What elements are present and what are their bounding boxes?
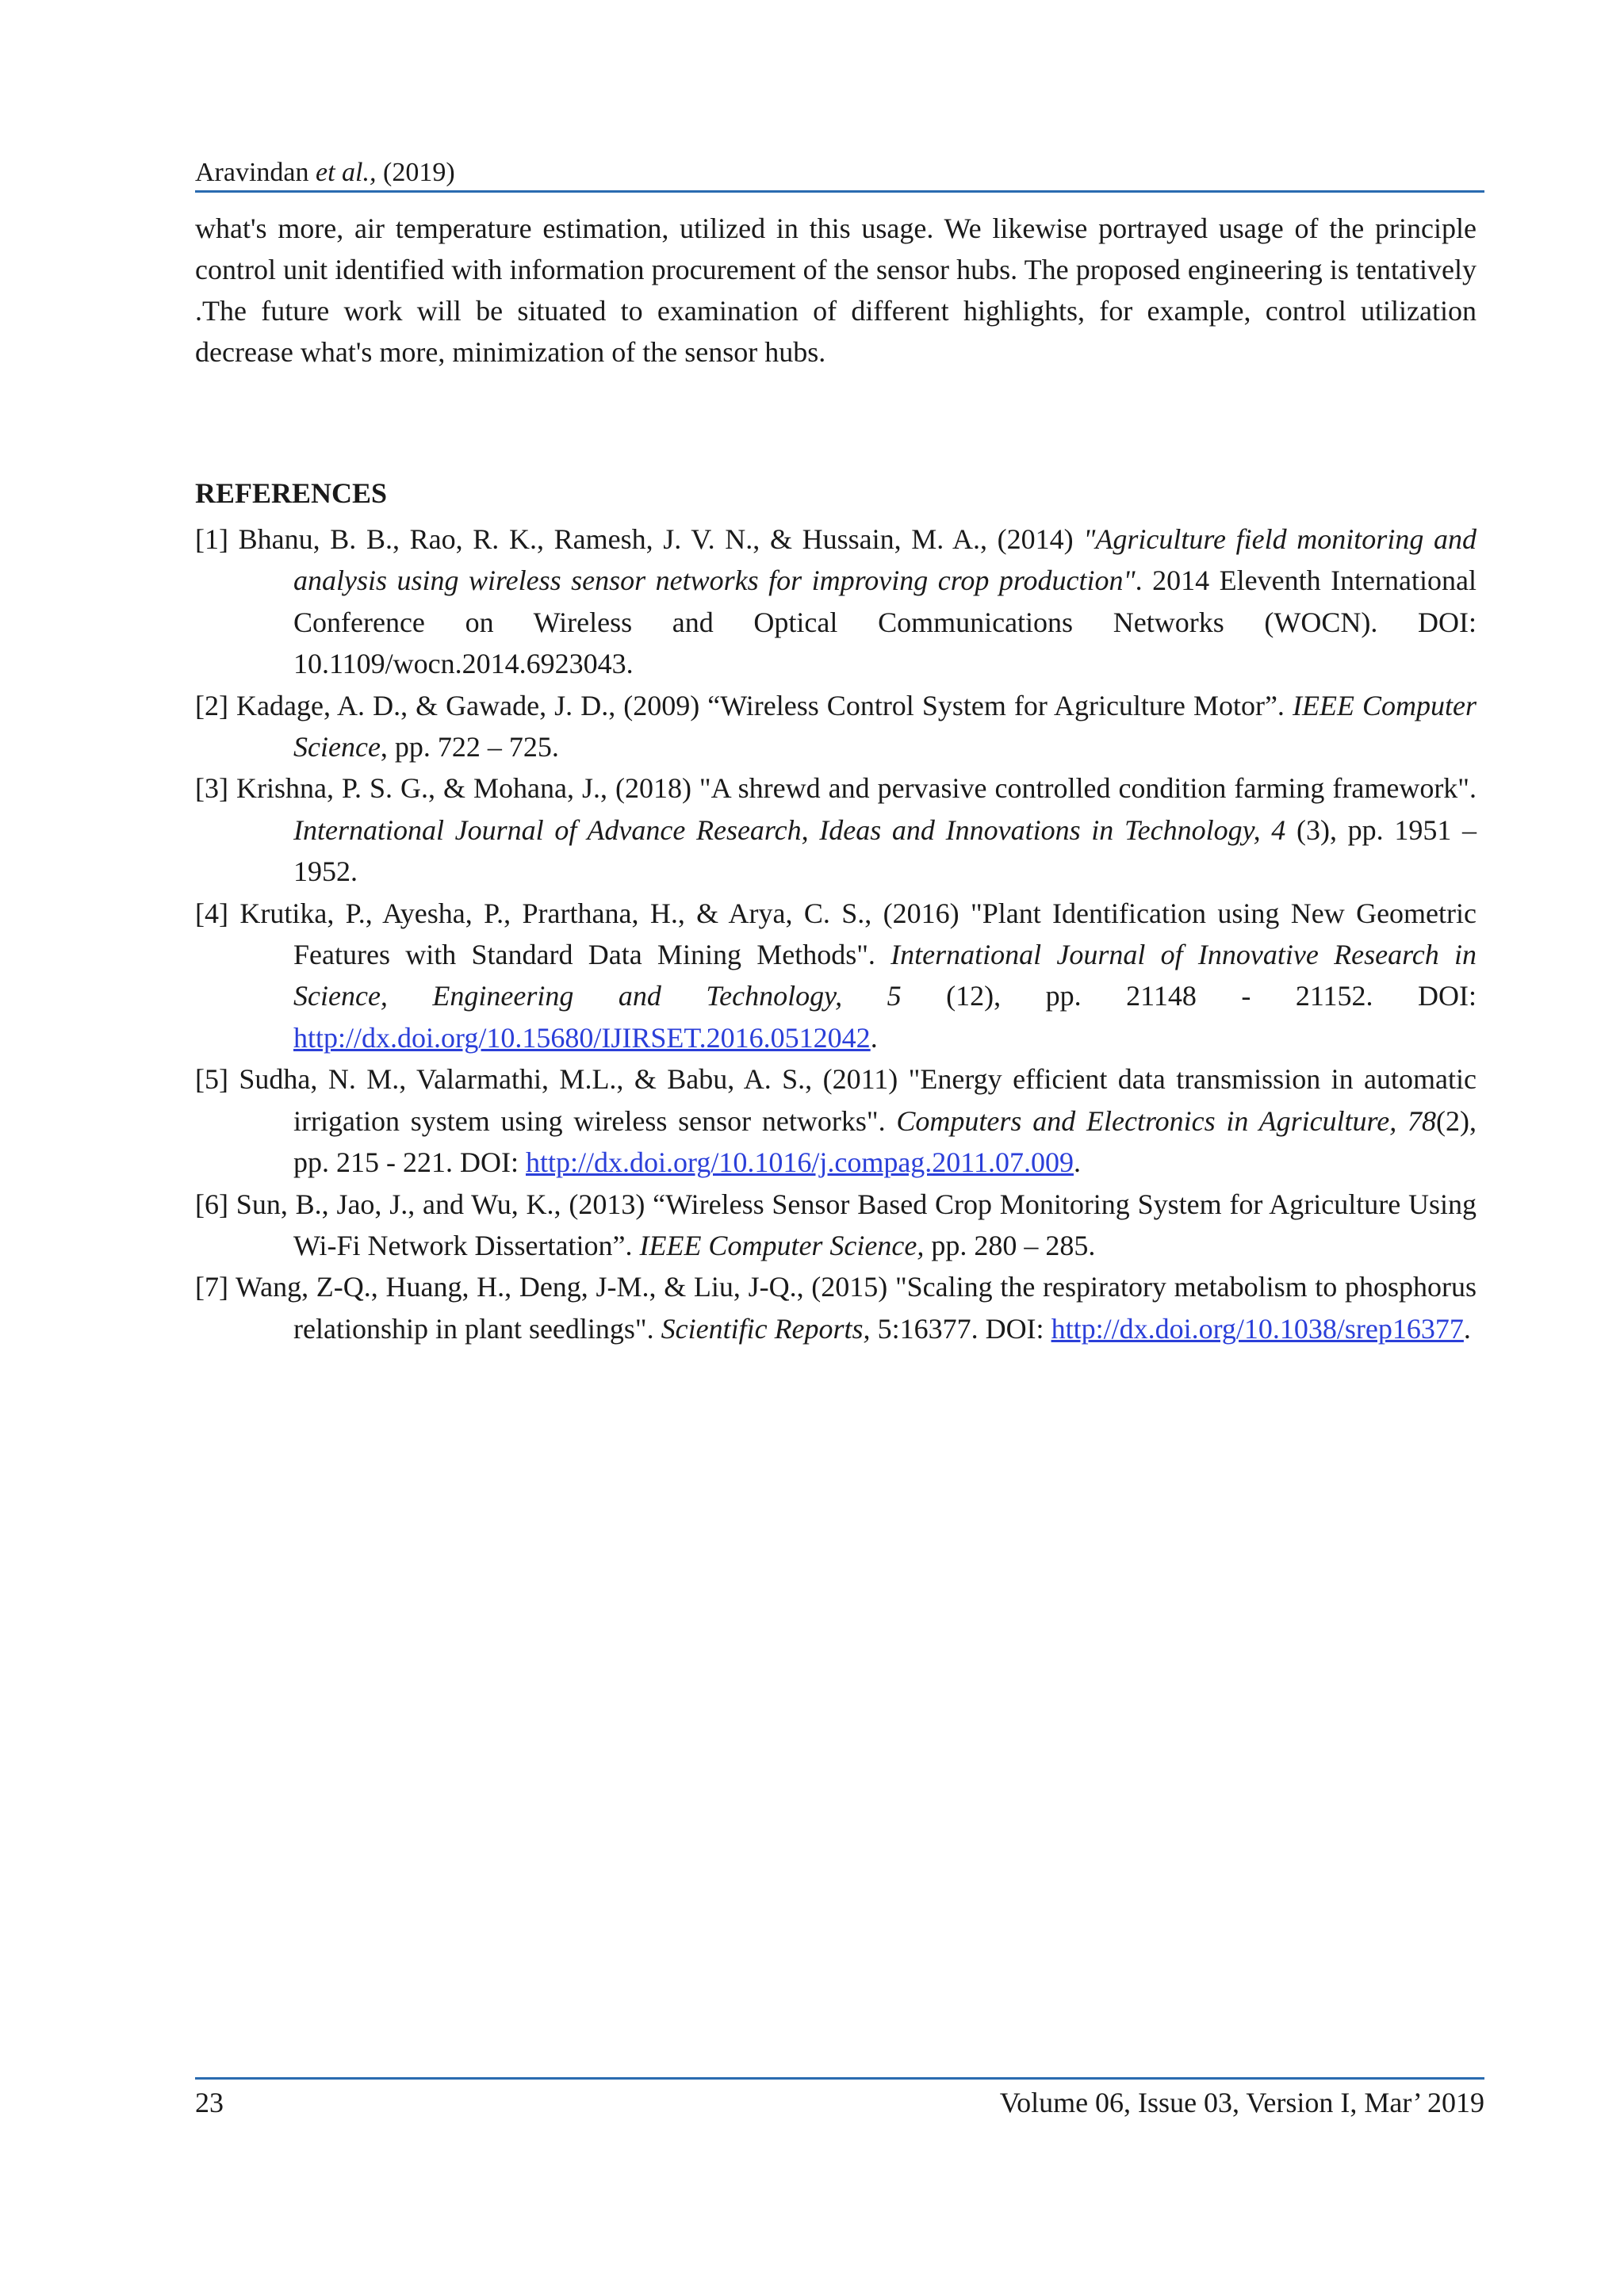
reference-details: pp. 280 – 285. (924, 1229, 1096, 1261)
reference-item-1 (195, 519, 1477, 685)
reference-authors: Krutika, P., Ayesha, P., Prarthana, H., & Arya, C. S., (2016) "Plant Identification using New Geometric Features with Standard Data Mining Methods". (228, 897, 1477, 971)
reference-source: International Journal of Advance Research, Ideas and Innovations in Technology, 4 (293, 813, 1286, 846)
reference-tail: . (1463, 1312, 1471, 1345)
reference-number: [4] (195, 897, 228, 929)
reference-authors: Wang, Z-Q., Huang, H., Deng, J-M., & Liu, J-Q., (2015) "Scaling the respiratory metabolism to phosphorus relationship in plant seedlings". (228, 1271, 1477, 1345)
reference-source: Computers and Electronics in Agriculture, 78 (896, 1104, 1437, 1137)
reference-doi-link[interactable]: http://dx.doi.org/10.1016/j.compag.2011.07.009 (525, 1146, 1074, 1179)
header-author: Aravindan (195, 158, 309, 187)
reference-details: , pp. 722 – 725. (380, 731, 559, 763)
reference-source: International Journal of Innovative Research in Science, Engineering and Technology, 5 (293, 939, 1477, 1012)
reference-number: [5] (195, 1063, 228, 1096)
reference-item-2 (195, 685, 1477, 768)
reference-source: IEEE Computer Science (293, 689, 1477, 763)
page-number: 23 (195, 2087, 224, 2118)
body-paragraph: what's more, air temperature estimation, utilized in this usage. We likewise portrayed usage of the principle control unit identified with information procurement of the sensor hubs. The proposed engineering is tentatively .The future work will be situated to examination of different highlights, for example, control utilization decrease what's more, minimization of the sensor hubs. (195, 212, 1477, 368)
references-heading: REFERENCES (195, 477, 388, 509)
reference-details: (12), pp. 21148 - 21152. DOI: (901, 980, 1477, 1012)
reference-tail: . (1073, 1146, 1081, 1179)
reference-number: [1] (195, 523, 228, 555)
reference-doi-link[interactable]: http://dx.doi.org/10.1038/srep16377 (1051, 1312, 1464, 1345)
reference-item-4 (195, 893, 1477, 1059)
reference-authors: Sudha, N. M., Valarmathi, M.L., & Babu, A. S., (2011) "Energy efficient data transmission in automatic irrigation system using wireless sensor networks". (228, 1063, 1477, 1137)
reference-number: [6] (195, 1188, 228, 1220)
reference-doi-link[interactable]: http://dx.doi.org/10.15680/IJIRSET.2016.0512042 (293, 1021, 871, 1054)
reference-number: [7] (195, 1271, 228, 1303)
reference-number: [2] (195, 689, 228, 721)
reference-source: Scientific Reports, (661, 1312, 871, 1345)
reference-details: (2), pp. 215 - 221. DOI: (293, 1104, 1477, 1179)
reference-tail: . (870, 1021, 878, 1054)
reference-authors: Sun, B., Jao, J., and Wu, K., (2013) “Wireless Sensor Based Crop Monitoring System for Agriculture Using Wi-Fi Network Dissertation”. (228, 1188, 1477, 1261)
reference-authors: Kadage, A. D., & Gawade, J. D., (2009) “Wireless Control System for Agriculture Motor”. (228, 689, 1293, 721)
reference-item-6 (195, 1184, 1477, 1267)
reference-authors: Bhanu, B. B., Rao, R. K., Ramesh, J. V. N., & Hussain, M. A., (2014) (228, 523, 1084, 555)
reference-number: [3] (195, 772, 228, 805)
footer-rule (195, 2077, 1484, 2080)
reference-title: "Agriculture field monitoring and analysis using wireless sensor networks for improving crop production" (293, 523, 1477, 597)
reference-item-3 (195, 767, 1477, 892)
reference-details: . 2014 Eleventh International Conference on Wireless and Optical Communications Networks (WOCN). DOI: 10.1109/wocn.2014.6923043. (293, 564, 1477, 680)
reference-source: IEEE Computer Science, (639, 1229, 925, 1261)
reference-details: (3), pp. 1951 – 1952. (293, 813, 1477, 888)
reference-item-5 (195, 1058, 1477, 1183)
header-etal: et al., (316, 158, 377, 187)
reference-authors: Krishna, P. S. G., & Mohana, J., (2018) "A shrewd and pervasive controlled condition farming framework". (228, 772, 1477, 805)
header-rule (195, 190, 1484, 193)
reference-details: 5:16377. DOI: (870, 1312, 1051, 1345)
header-year: (2019) (383, 158, 455, 187)
issue-info: Volume 06, Issue 03, Version I, Mar’ 2019 (999, 2087, 1484, 2118)
reference-item-7 (195, 1266, 1477, 1349)
references-list (195, 519, 1477, 1349)
running-header (195, 155, 455, 190)
